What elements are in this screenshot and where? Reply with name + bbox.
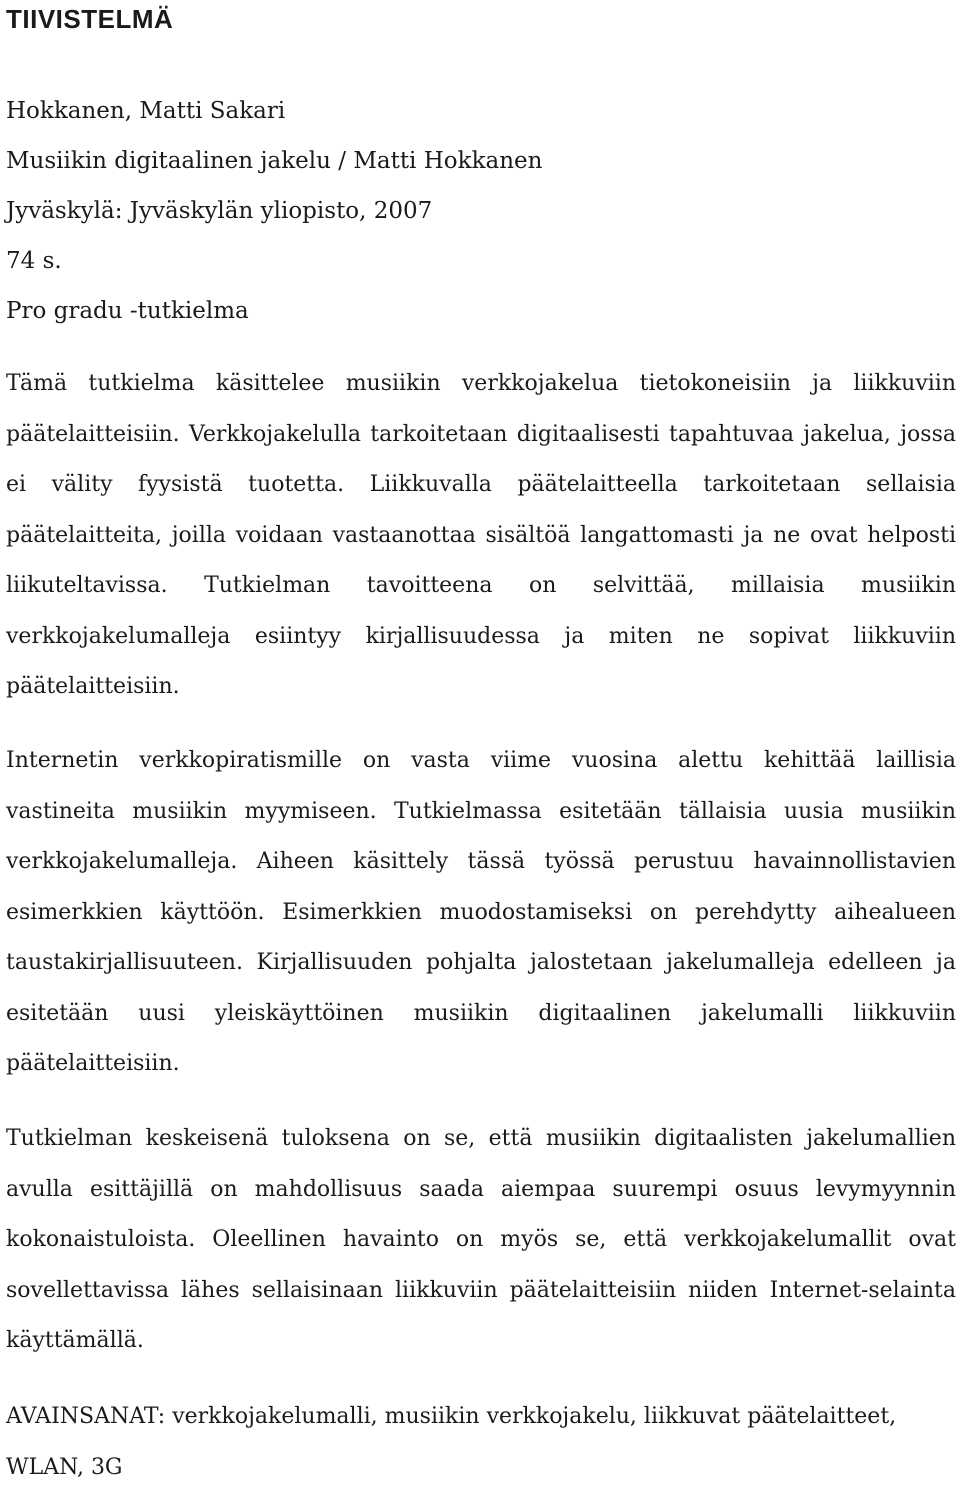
page-title: TIIVISTELMÄ — [6, 4, 174, 34]
abstract-paragraph-3: Tutkielman keskeisenä tuloksena on se, että musiikin digitaalisten jakelumallien avulla esittäjillä on mahdollisuus saada aiempaa suurempi osuus levymyynnin kokonaistuloista. Oleellinen havainto on myös se, että verkkojakelumallit ovat sovellettavissa lähes sellaisinaan liikkuviin päätelaitteisiin niiden Internet-selainta käyttämällä. — [6, 1126, 956, 1353]
publisher-line: Jyväskylä: Jyväskylän yliopisto, 2007 — [6, 198, 433, 224]
thesis-type-line: Pro gradu -tutkielma — [6, 298, 249, 324]
pages-line: 74 s. — [6, 248, 62, 274]
title-line: Musiikin digitaalinen jakelu / Matti Hokkanen — [6, 148, 543, 174]
bibliographic-info — [6, 86, 956, 336]
keywords-line: AVAINSANAT: verkkojakelumalli, musiikin verkkojakelu, liikkuvat päätelaitteet, WLAN, 3G — [6, 1404, 897, 1480]
abstract-paragraph-1: Tämä tutkielma käsittelee musiikin verkkojakelua tietokoneisiin ja liikkuviin päätelaitteisiin. Verkkojakelulla tarkoitetaan digitaalisesti tapahtuvaa jakelua, jossa ei välity fyysistä tuotetta. Liikkuvalla päätelaitteella tarkoitetaan sellaisia päätelaitteita, joilla voidaan vastaanottaa sisältöä langattomasti ja ne ovat helposti liikuteltavissa. Tutkielman tavoitteena on selvittää, millaisia musiikin verkkojakelumalleja esiintyy kirjallisuudessa ja miten ne sopivat liikkuviin päätelaitteisiin. — [6, 371, 956, 699]
abstract-paragraph-2: Internetin verkkopiratismille on vasta viime vuosina alettu kehittää laillisia vastineita musiikin myymiseen. Tutkielmassa esitetään tällaisia uusia musiikin verkkojakelumalleja. Aiheen käsittely tässä työssä perustuu havainnollistavien esimerkkien käyttöön. Esimerkkien muodostamiseksi on perehdytty aihealueen taustakirjallisuuteen. Kirjallisuuden pohjalta jalostetaan jakelumalleja edelleen ja esitetään uusi yleiskäyttöinen musiikin digitaalinen jakelumalli liikkuviin päätelaitteisiin. — [6, 748, 956, 1076]
author-line: Hokkanen, Matti Sakari — [6, 98, 286, 124]
